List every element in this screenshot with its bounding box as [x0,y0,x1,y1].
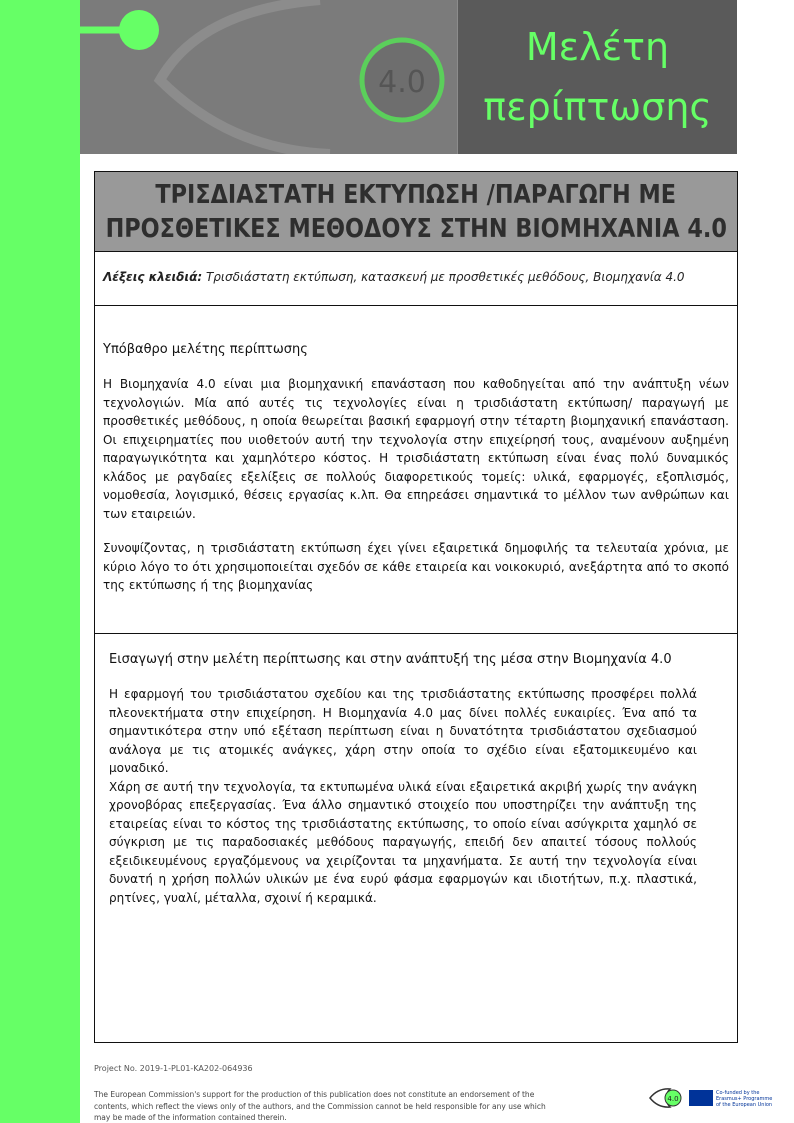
introduction-section [95,634,737,907]
eu-flag-icon [689,1090,713,1106]
document-title-line1: ΤΡΙΣΔΙΑΣΤΑΤΗ ΕΚΤΥΠΩΣΗ /ΠΑΡΑΓΩΓΗ ΜΕ [155,179,677,210]
left-accent-strip [0,0,80,1123]
keywords-box [95,252,737,306]
introduction-paragraph-2: Χάρη σε αυτή την τεχνολογία, τα εκτυπωμένα υλικά είναι εξαιρετικά ακριβή χωρίς την ανάγκη χρονοβόρας επεξεργασίας. Ένα άλλο σημαντικό στοιχείο που υποστηρίζει την ανάπτυξη της εταιρείας είναι το κόστος της τρισδιάστατης εκτύπωσης, το οποίο είναι ασύγκριτα χαμηλό σε σύγκριση με τις παραδοσιακές μεθόδους παραγωγής, επειδή δεν απαιτεί τόσους πολλούς εξειδικευμένους εργαζόμενους να χειρίζονται τα μηχανήματα. Σε αυτή την τεχνολογία είναι δυνατή η χρήση πολλών υλικών με ένα ευρύ φάσμα εφαρμογών και ιδιοτήτων, π.χ. πλαστικά, ρητίνες, γυαλί, μέταλλα, σχοινί ή κεραμικά. [109,779,697,905]
keywords-text: Τρισδιάστατη εκτύπωση, κατασκευή με προσθετικές μεθόδους, Βιομηχανία 4.0 [202,270,685,284]
case-study-document [94,171,738,1043]
background-paragraph-2: Συνοψίζοντας, η τρισδιάστατη εκτύπωση έχει γίνει εξαιρετικά δημοφιλής τα τελευταία χρόνια, με κύριο λόγο το ότι χρησιμοποιείται σχεδόν σε κάθε εταιρεία και νοικοκυριό, ανεξάρτητα από το σκοπό της εκτύπωσης ή της βιομηχανίας [103,541,729,592]
background-section [95,306,737,634]
background-paragraph-1: Η Βιομηχανία 4.0 είναι μια βιομηχανική επανάσταση που καθοδηγείται από την ανάπτυξη νέων τεχνολογιών. Μία από αυτές τις τεχνολογίες είναι η τρισδιάστατη εκτύπωση/ παραγωγή με προσθετικές μεθόδους, η οποία θεωρείται βασική εφαρμογή στην τέταρτη βιομηχανική επανάσταση. Οι επιχειρηματίες που υιοθετούν αυτή την τεχνολογία στην επιχείρησή τους, αναμένουν αυξημένη παραγωγικότητα και χαμηλότερο κόστος. Η τρισδιάστατη εκτύπωση είναι ένας πολύ δυναμικός κλάδος με ραγδαίες εξελίξεις σε πολλούς διαφορετικούς τομείς: υλικά, εφαρμογές, εξοπλισμός, νομοθεσία, λογισμικό, θέσεις εργασίας κ.λπ. Θα επηρεάσει σημαντικά το μέλλον των ανθρώπων και των εταιρειών. [103,377,729,521]
background-heading: Υπόβαθρο μελέτης περίπτωσης [103,342,308,357]
document-title-box [95,172,737,252]
introduction-heading: Εισαγωγή στην μελέτη περίπτωσης και στην ανάπτυξή της μέσα στην Βιομηχανία 4.0 [109,652,672,667]
banner-title-line2: περίπτωσης [483,85,712,129]
banner-illustration [80,0,458,154]
see-logo-icon [648,1087,682,1109]
logo-text: 4.0 [378,65,426,100]
keywords-label: Λέξεις κλειδιά: [103,270,203,284]
project-number: Project No. 2019-1-PL01-KA202-064936 [94,1064,253,1073]
document-title-line2: ΠΡΟΣΘΕΤΙΚΕΣ ΜΕΘΟΔΟΥΣ ΣΤΗΝ ΒΙΟΜΗΧΑΝΙΑ 4.0 [105,213,727,244]
header-banner [80,0,737,154]
introduction-paragraph-1: Η εφαρμογή του τρισδιάστατου σχεδίου και της τρισδιάστατης εκτύπωσης προσφέρει πολλά πλεονεκτήματα στην επιχείρηση. Η Βιομηχανία 4.0 μας δίνει πολλές ευκαιρίες. Ένα από τα σημαντικότερα στην υπό εξέταση περίπτωση είναι η δυνατότητα τρισδιάστατου σχεδιασμού ανάλογα με τις ατομικές ανάγκες, χάρη στην οποία το σχέδιο είναι εξατομικευμένο και μοναδικό. [109,687,697,775]
eu-disclaimer: The European Commission's support for the production of this publication does not constitute an endorsement of the contents, which reflect the views only of the authors, and the Commission cannot be held responsible for any use which may be made of the information contained therein. [94,1090,546,1122]
banner-title-line1: Μελέτη [525,25,670,69]
banner-title [458,0,737,154]
eu-cofunded-label: Co-funded by the Erasmus+ Programme of the European Union [716,1090,773,1108]
svg-text:4.0: 4.0 [667,1095,679,1103]
industry-logo-icon [80,0,458,154]
